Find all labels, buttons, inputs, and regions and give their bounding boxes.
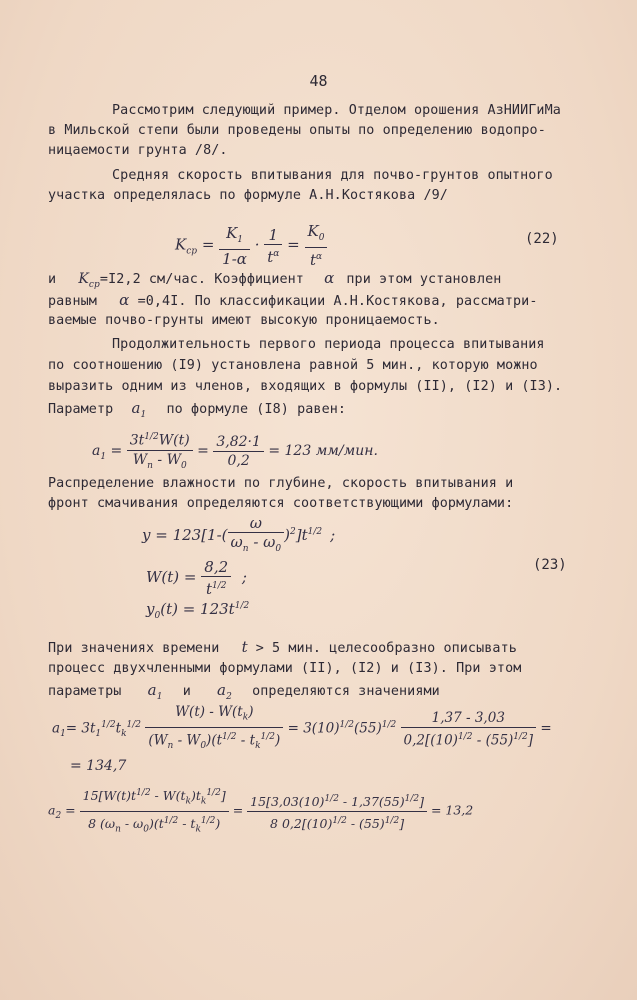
formula-fraction xyxy=(219,224,250,268)
formula-term: a xyxy=(92,443,101,460)
paragraph-line: ницаемости грунта /8/. xyxy=(48,143,228,158)
formula-term: = xyxy=(287,235,300,254)
paragraph-line: Рассмотрим следующий пример. Отделом орошения АзНИИГиМа xyxy=(112,103,561,118)
formula-term: t xyxy=(267,247,274,266)
formula-23-y0: $y_0(t) = 123t^{1/2}$ xyxy=(146,600,250,621)
formula-subscript: 1 xyxy=(237,234,244,245)
formula-term: t xyxy=(309,251,316,269)
formula-23-w: W(t) = $\frac{8,2}{t^{1/2}}$ ; xyxy=(146,558,247,598)
equation-number: (23) xyxy=(533,557,567,573)
text-fragment: определяются значениями xyxy=(252,684,440,699)
formula-subscript: cp xyxy=(186,246,198,257)
formula-fraction: $\frac{1,37 - 3,03}{0,2[(10)^{1/2} - (55)^{1/2}]}$ xyxy=(401,709,537,750)
text-fragment: и xyxy=(182,684,191,699)
formula-term: 1 xyxy=(264,226,282,245)
equation-number: (22) xyxy=(525,231,559,247)
paragraph-line: Средняя скорость впитывания для почво-грунтов опытного xyxy=(112,168,553,183)
formula-fraction: $\frac{15[W(t)t^{1/2} - W(t_k)t_k^{1/2}]}{8 (\omega_n - \omega_0)(t^{1/2} - t_k^{1/2})}$ xyxy=(80,784,229,838)
text-fragment: Параметр xyxy=(48,402,114,417)
paragraph-line: процесс двухчленными формулами (II), (I2) и (I3). При этом xyxy=(48,661,522,676)
formula-superscript: α xyxy=(315,252,323,262)
formula-fraction xyxy=(264,226,282,266)
formula-a1: $a_1= 3t_1^{1/2}t_k^{1/2}$ $\frac{W(t) - W(t_k)}{(W_n - W_0)(t^{1/2} - t_k^{1/2})}$ = $3(10)^{1/2}(55)^{1/2}$ $\frac{1,37 - 3,03}{0,2[(10)^{1/2} - (55)^{1/2}]}$ = xyxy=(52,703,552,755)
alpha-symbol: α xyxy=(119,291,130,309)
formula-superscript: α xyxy=(273,248,280,259)
paragraph-line: по соотношению (I9) установлена равной 5 мин., которую можно xyxy=(48,358,538,373)
paragraph-line: ваемые почво-грунты имеют высокую проницаемость. xyxy=(48,313,440,328)
formula-term: = xyxy=(201,235,215,254)
formula-fraction: $\frac{15[3,03(10)^{1/2} - 1,37(55)^{1/2}]}{8 0,2[(10)^{1/2} - (55)^{1/2}]}$ xyxy=(247,790,427,833)
text-fragment: =I2,2 см/час. Коэффициент xyxy=(99,272,304,287)
paragraph-line xyxy=(48,398,608,425)
formula-fraction: $\frac{8,2}{t^{1/2}}$ xyxy=(201,558,231,598)
formula-term: K xyxy=(307,222,319,240)
inline-symbol: $a_1$ xyxy=(147,681,163,702)
formula-fraction: $\frac{W(t) - W(t_k)}{(W_n - W_0)(t^{1/2} - t_k^{1/2})}$ xyxy=(145,703,283,755)
paragraph-line: выразить одним из членов, входящих в формулы (II), (I2) и (I3). xyxy=(48,379,563,394)
formula-fraction: $\frac{3t^{1/2}W(t)}{W_n - W_0}$ xyxy=(127,428,193,474)
text-fragment: и xyxy=(48,272,57,287)
page-number: 48 xyxy=(309,72,328,90)
paragraph-line: участка определялась по формуле А.Н.Костякова /9/ xyxy=(48,188,448,203)
formula-fraction xyxy=(305,222,328,269)
formula-a1-result: = 134,7 xyxy=(70,758,127,774)
formula-fraction: $\frac{\omega}{\omega_n - \omega_0}$ xyxy=(228,514,285,558)
formula-term: · xyxy=(254,235,260,254)
paragraph-line: в Мильской степи были проведены опыты по определению водопро- xyxy=(48,123,546,138)
paragraph-line: Продолжительность первого периода процесса впитывания xyxy=(112,337,545,352)
paragraph-line xyxy=(48,637,608,659)
inline-symbol: $a_2$ xyxy=(217,681,232,702)
paragraph-line: фронт смачивания определяются соответствующими формулами: xyxy=(48,496,514,511)
formula-subscript: 1 xyxy=(100,452,107,463)
paragraph-line: Распределение влажности по глубине, скорость впитывания и xyxy=(48,476,514,491)
formula-result: = 123 мм/мин. xyxy=(268,443,378,460)
formula-a1-eval: $a_1$ = $\frac{3t^{1/2}W(t)}{W_n - W_0}$ = $\frac{3,82\cdot 1}{0,2}$ = 123 мм/мин. xyxy=(92,428,378,474)
formula-term: 1-α xyxy=(222,249,247,268)
text-fragment: > 5 мин. целесообразно описывать xyxy=(255,641,517,656)
text-fragment: по формуле (I8) равен: xyxy=(166,402,347,417)
formula-22 xyxy=(175,222,327,269)
inline-symbol: $K_{cp}$ xyxy=(78,271,100,290)
formula-fraction: $\frac{3,82\cdot 1}{0,2}$ xyxy=(213,433,264,470)
text-fragment: при этом установлен xyxy=(346,272,502,287)
formula-a2: $a_2$ = $\frac{15[W(t)t^{1/2} - W(t_k)t_k^{1/2}]}{8 (\omega_n - \omega_0)(t^{1/2} - t_k^{1/2})}$ = $\frac{15[3,03(10)^{1/2} - 1,37(55)^{1/2}]}{8 0,2[(10)^{1/2} - (55)^{1/2}]}$ = 13,2 xyxy=(48,784,473,838)
text-fragment: =0,4I. По классификации А.Н.Костякова, рассматри- xyxy=(137,294,538,309)
formula-term: K xyxy=(175,235,187,254)
formula-subscript: 0 xyxy=(318,233,325,243)
inline-symbol: $a_1$ xyxy=(131,399,147,420)
formula-term: K xyxy=(226,223,238,242)
alpha-symbol: α xyxy=(324,269,335,287)
text-fragment: равным xyxy=(48,294,97,309)
inline-symbol: t xyxy=(241,638,248,656)
text-fragment: При значениях времени xyxy=(48,641,220,656)
text-fragment: параметры xyxy=(48,684,122,699)
paragraph-line xyxy=(48,290,608,312)
formula-23-y: y = 123[1-( $\frac{\omega}{\omega_n - \omega_0}$ )$^2]t^{1/2}$ ; xyxy=(142,514,335,558)
